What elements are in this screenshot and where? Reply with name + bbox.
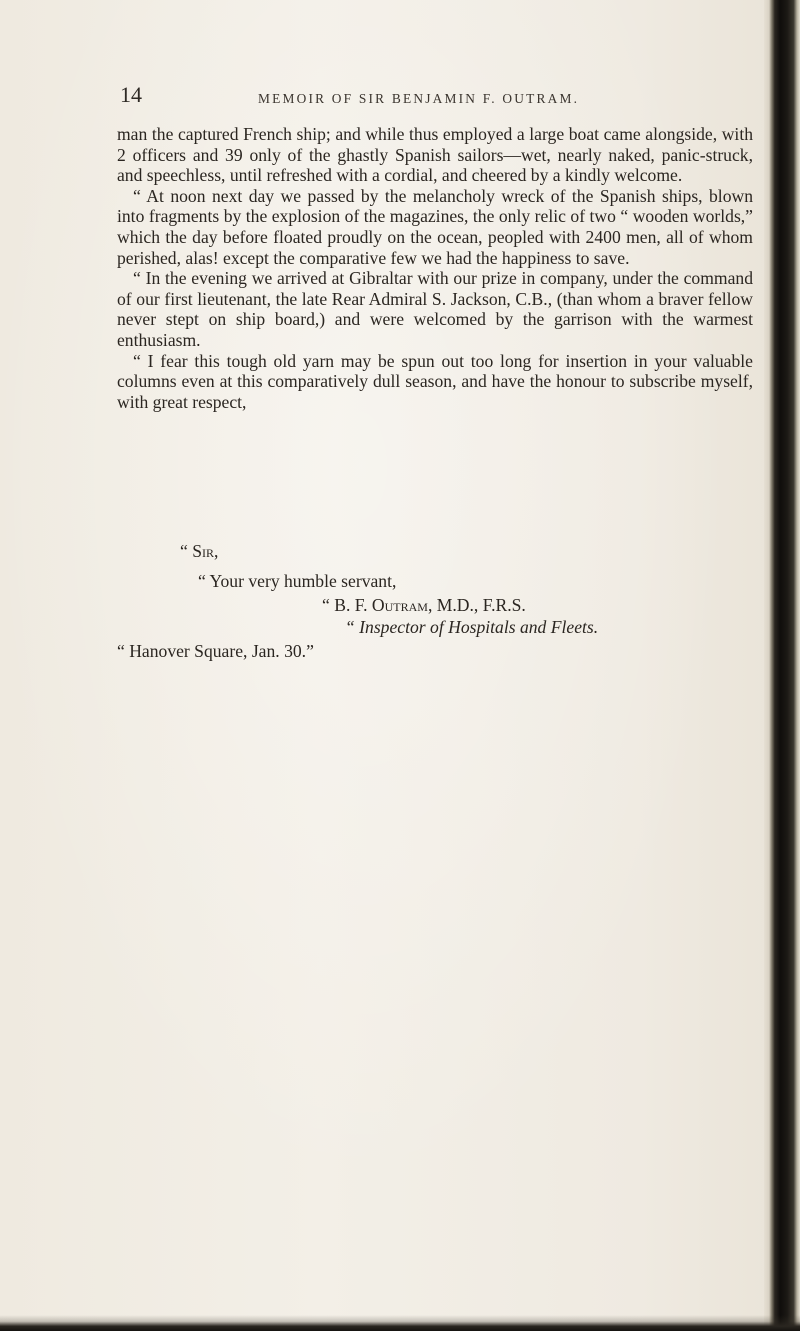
paragraph: “ In the evening we arrived at Gibraltar with our prize in company, under the command of our first lieutenant, the late Rear Admiral S. Jackson, C.B., (than whom a braver fellow never stept on ship board,) and were welcomed by the garrison with the warmest enthusiasm. [117,268,753,350]
letter-signature [322,595,526,616]
page-number: 14 [120,82,142,107]
paragraph: “ At noon next day we passed by the melancholy wreck of the Spanish ships, blown into fragments by the explosion of the magazines, the only relic of two “ wooden worlds,” which the day before floated proudly on the ocean, peopled with 2400 men, all of whom perished, alas! except the comparative few we had the happiness to save. [117,185,753,268]
paragraph: man the captured French ship; and while thus employed a large boat came alongside, with 2 officers and 39 only of the ghastly Spanish sailors—wet, nearly naked, panic-struck, and speechless, until refreshed with a cordial, and cheered by a kindly welcome. [117,124,753,186]
running-head: MEMOIR OF SIR BENJAMIN F. OUTRAM. [258,91,580,106]
page-bottom-edge [0,1315,800,1331]
body-text [117,124,753,412]
paragraph: “ I fear this tough old yarn may be spun out too long for insertion in your valuable columns even at this comparatively dull season, and have the honour to subscribe myself, with great respect, [117,350,753,412]
signatory-title: “ Inspector of Hospitals and Fleets. [345,617,599,637]
signature-name: Outram [371,595,428,615]
letter-address: “ Hanover Square, Jan. 30.” [117,641,314,661]
letter-closing: “ Your very humble servant, [198,571,397,591]
signature-suffix: , M.D., F.R.S. [427,595,526,615]
letter-salutation: “ Sir, [180,541,219,561]
binding-edge [764,0,800,1331]
signature-prefix: “ B. F. [322,595,372,615]
